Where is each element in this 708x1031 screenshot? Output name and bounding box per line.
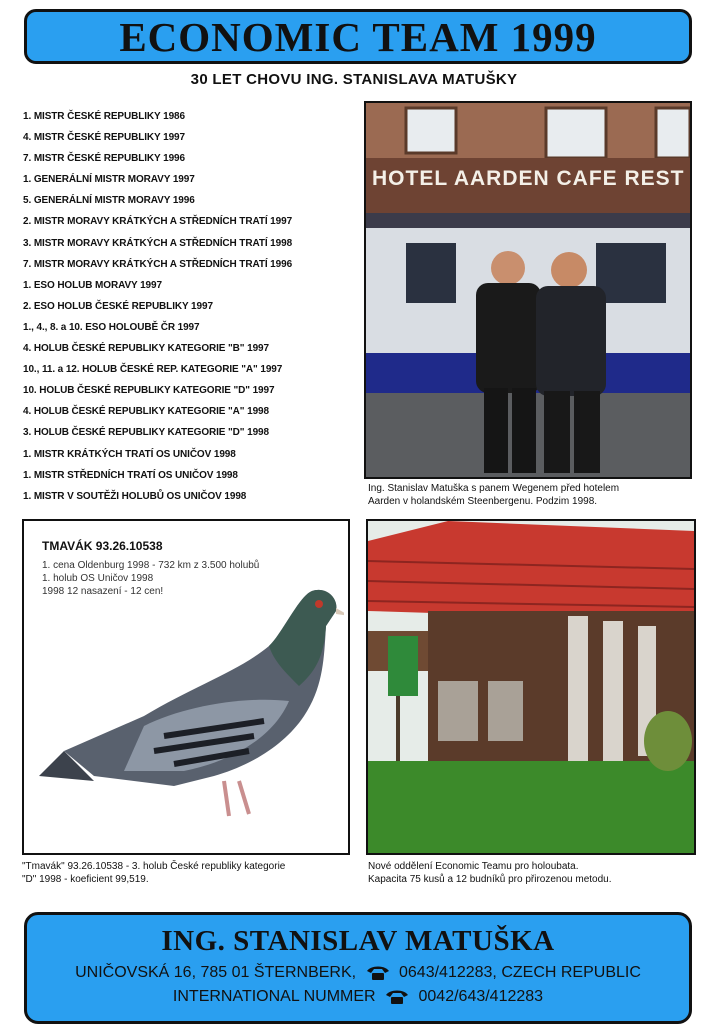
pigeon-caption-line: "Tmavák" 93.26.10538 - 3. holub České republiky kategorie [22,861,286,872]
pigeon-name: TMAVÁK 93.26.10538 [42,539,163,553]
phone-icon [365,965,391,981]
header-banner [24,9,692,64]
list-item: 1., 4., 8. a 10. ESO HOLOUBĚ ČR 1997 [23,321,200,333]
pigeon-caption-line: "D" 1998 - koeficient 99,519. [22,874,149,885]
phone-text: 0643/412283, CZECH REPUBLIC [399,964,641,981]
achievements-list [23,106,358,507]
loft-caption [368,860,698,886]
list-item: 4. HOLUB ČESKÉ REPUBLIKY KATEGORIE "B" 1997 [23,343,269,355]
phone-icon [384,989,410,1005]
address-line [27,964,689,982]
loft-caption-line: Kapacita 75 kusů a 12 budníků pro přirozenou metodu. [368,874,612,885]
address-text: UNIČOVSKÁ 16, 785 01 ŠTERNBERK, [75,964,357,981]
list-item: 3. HOLUB ČESKÉ REPUBLIKY KATEGORIE "D" 1998 [23,427,269,439]
list-item: 1. MISTR KRÁTKÝCH TRATÍ OS UNIČOV 1998 [23,448,236,460]
subtitle: 30 LET CHOVU ING. STANISLAVA MATUŠKY [190,71,518,88]
hotel-photo-image [366,103,690,477]
hotel-caption [368,482,698,508]
loft-photo [366,519,696,855]
list-item: 1998 12 nasazení - 12 cen! [42,586,164,597]
list-item: 5. GENERÁLNÍ MISTR MORAVY 1996 [23,195,195,207]
contact-footer [24,912,692,1024]
intl-label: INTERNATIONAL NUMMER [172,988,376,1005]
loft-caption-line: Nové oddělení Economic Teamu pro holoubata. [368,861,579,872]
intl-phone: 0042/643/412283 [418,988,544,1005]
list-item: 4. HOLUB ČESKÉ REPUBLIKY KATEGORIE "A" 1998 [23,406,269,418]
loft-photo-image [368,521,694,853]
pigeon-image [34,576,344,846]
international-line [27,988,689,1006]
list-item: 7. MISTR MORAVY KRÁTKÝCH A STŘEDNÍCH TRATÍ 1996 [23,258,293,270]
list-item: 1. MISTR V SOUTĚŽI HOLUBŮ OS UNIČOV 1998 [23,490,247,502]
pigeon-box [22,519,350,855]
list-item: 10. HOLUB ČESKÉ REPUBLIKY KATEGORIE "D" 1997 [23,385,275,397]
list-item: 7. MISTR ČESKÉ REPUBLIKY 1996 [23,153,185,165]
list-item: 1. GENERÁLNÍ MISTR MORAVY 1997 [23,174,195,186]
list-item: 3. MISTR MORAVY KRÁTKÝCH A STŘEDNÍCH TRATÍ 1998 [23,237,293,249]
hotel-photo [364,101,692,479]
list-item: 1. holub OS Uničov 1998 [42,573,154,584]
list-item: 2. MISTR MORAVY KRÁTKÝCH A STŘEDNÍCH TRATÍ 1997 [23,216,293,228]
list-item: 1. MISTR STŘEDNÍCH TRATÍ OS UNIČOV 1998 [23,469,238,481]
list-item: 10., 11. a 12. HOLUB ČESKÉ REP. KATEGORIE "A" 1997 [23,364,283,376]
page-title: ECONOMIC TEAM 1999 [119,13,597,60]
list-item: 2. ESO HOLUB ČESKÉ REPUBLIKY 1997 [23,300,213,312]
contact-name: ING. STANISLAV MATUŠKA [161,925,555,957]
list-item: 1. MISTR ČESKÉ REPUBLIKY 1986 [23,111,185,122]
list-item: 1. cena Oldenburg 1998 - 732 km z 3.500 holubů [42,560,260,571]
hotel-caption-line: Ing. Stanislav Matuška s panem Wegenem před hotelem [368,483,620,494]
list-item: 4. MISTR ČESKÉ REPUBLIKY 1997 [23,132,185,144]
pigeon-caption [22,860,362,886]
hotel-sign-text: HOTEL AARDEN CAFE REST [372,167,685,190]
list-item: 1. ESO HOLUB MORAVY 1997 [23,279,162,291]
hotel-caption-line: Aarden v holandském Steenbergenu. Podzim 1998. [368,496,598,507]
